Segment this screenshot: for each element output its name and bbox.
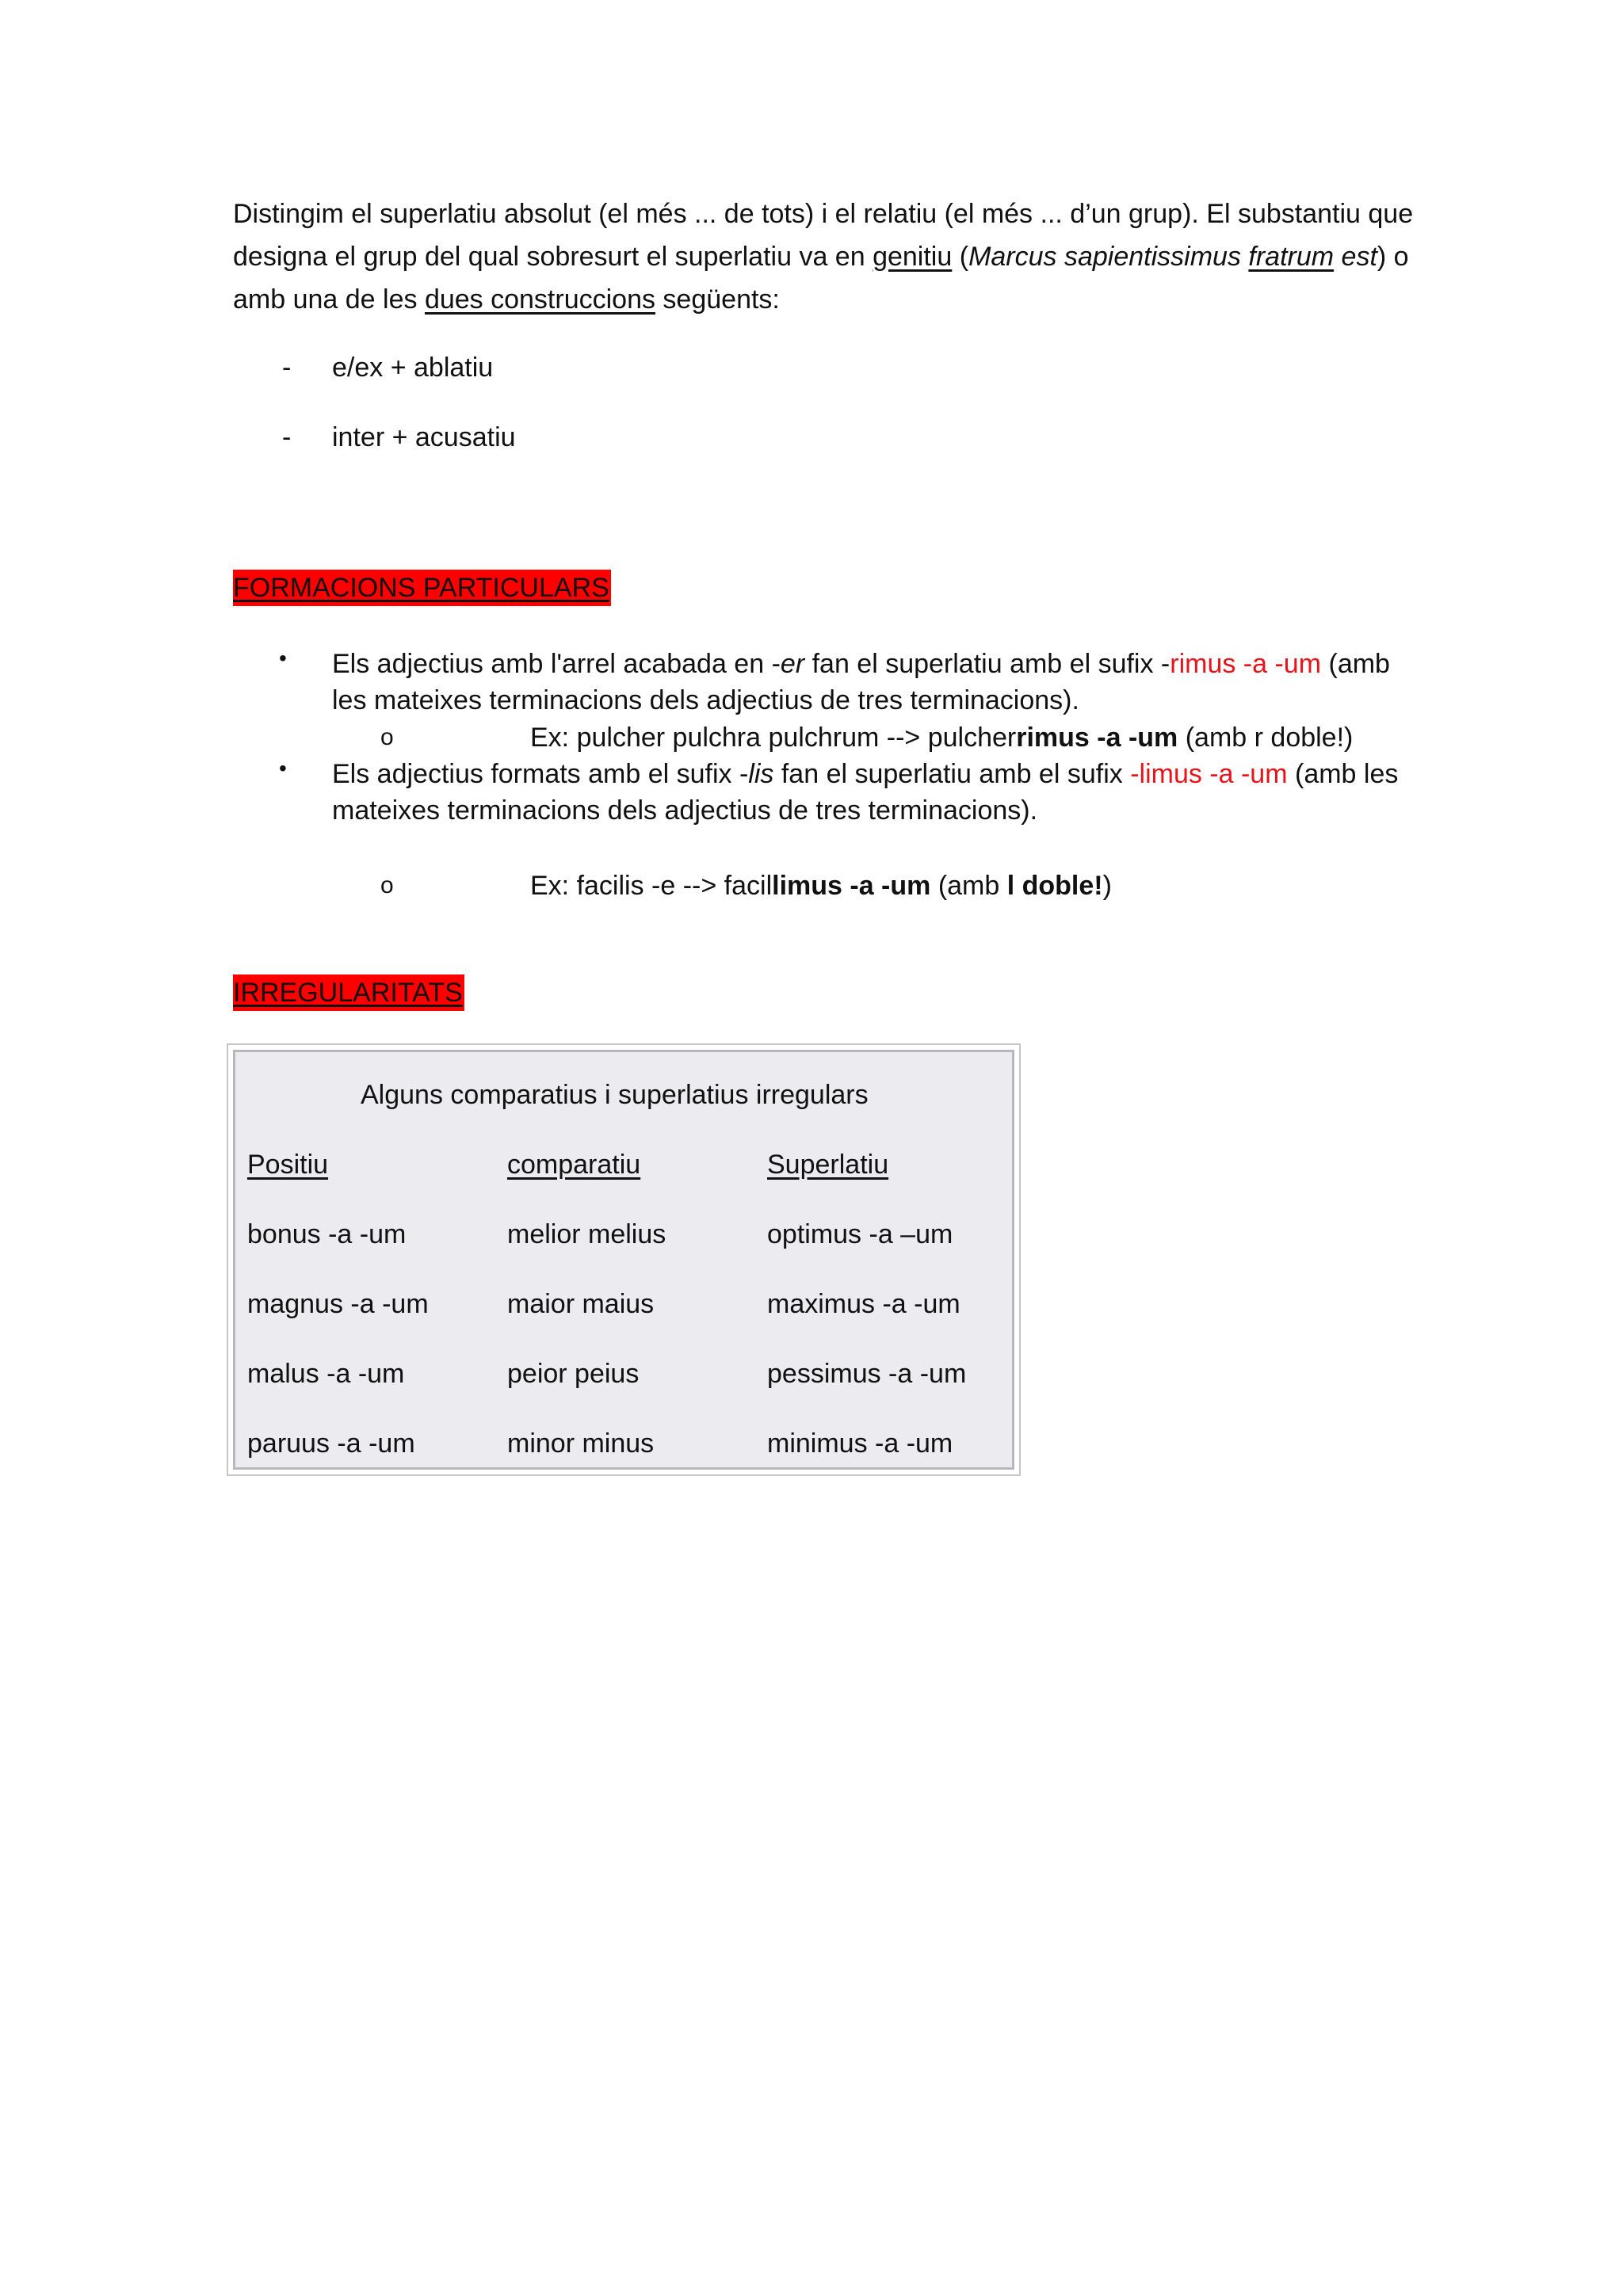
bullet2-text-a: Els adjectius formats amb el sufix - bbox=[332, 759, 749, 789]
list-item-text: inter + acusatiu bbox=[332, 422, 516, 452]
bullet2-text-c: (amb les mateixes terminacions dels adjectius de tres terminacions). bbox=[332, 759, 1399, 826]
intro-space-2 bbox=[1334, 242, 1341, 272]
example-text bbox=[530, 719, 1353, 756]
section-heading-particular: FORMACIONS PARTICULARS bbox=[233, 570, 611, 606]
table-cell: maior maius bbox=[507, 1289, 655, 1319]
column-header-superlatiu: Superlatiu bbox=[767, 1150, 889, 1180]
bullet-text bbox=[332, 756, 1410, 829]
sub2-bold: limus -a -um bbox=[772, 871, 931, 901]
intro-paragraph bbox=[233, 193, 1422, 321]
intro-text-4: següents: bbox=[655, 284, 780, 315]
circle-marker: o bbox=[380, 872, 394, 898]
genitiu-link: genitiu bbox=[873, 242, 953, 272]
bullet-marker: • bbox=[279, 756, 287, 780]
table-cell: melior melius bbox=[507, 1219, 666, 1249]
column-header-positiu: Positiu bbox=[247, 1150, 329, 1180]
sub2-bold-2: l doble! bbox=[1006, 871, 1103, 901]
sub2-text-d: ) bbox=[1102, 871, 1112, 901]
dash-marker: - bbox=[282, 353, 292, 383]
bullet-marker: • bbox=[279, 646, 287, 670]
irregular-table-box bbox=[227, 1043, 1021, 1476]
constructions-underlined: dues construccions bbox=[424, 284, 655, 315]
bullet1-text-b: fan el superlatiu amb el sufix - bbox=[804, 649, 1170, 679]
table-cell: malus -a -um bbox=[247, 1359, 405, 1389]
intro-text-3: ) o amb una de les bbox=[233, 242, 1409, 315]
dash-marker: - bbox=[282, 422, 292, 452]
sub1-text-a: Ex: pulcher pulchra pulchrum --> pulcher bbox=[530, 723, 1017, 753]
table-cell: maximus -a -um bbox=[767, 1289, 960, 1319]
list-item-text: e/ex + ablatiu bbox=[332, 353, 494, 383]
example-italic-3: est bbox=[1341, 242, 1377, 272]
intro-text-2: ( bbox=[952, 242, 969, 272]
circle-marker: o bbox=[380, 724, 394, 750]
table-title: Alguns comparatius i superlatius irregulars bbox=[361, 1080, 869, 1110]
bullet1-text-a: Els adjectius amb l'arrel acabada en - bbox=[332, 649, 781, 679]
table-cell: pessimus -a -um bbox=[767, 1359, 967, 1389]
example-italic-2: fratrum bbox=[1248, 242, 1335, 272]
table-cell: optimus -a –um bbox=[767, 1219, 953, 1249]
table-cell: peior peius bbox=[507, 1359, 640, 1389]
table-cell: paruus -a -um bbox=[247, 1428, 415, 1459]
sub1-text-c: (amb r doble!) bbox=[1178, 723, 1354, 753]
intro-space bbox=[1241, 242, 1248, 272]
suffix-rimus-red: rimus -a -um bbox=[1170, 649, 1322, 679]
table-cell: minor minus bbox=[507, 1428, 655, 1459]
bullet2-text-b: fan el superlatiu amb el sufix bbox=[773, 759, 1131, 789]
sub1-bold: rimus -a -um bbox=[1016, 723, 1178, 753]
suffix-limus-red: -limus -a -um bbox=[1130, 759, 1288, 789]
example-italic-1: Marcus sapientissimus bbox=[968, 242, 1241, 272]
irregular-table bbox=[233, 1050, 1014, 1470]
example-text bbox=[530, 868, 1112, 904]
intro-text-1: Distingim el superlatiu absolut (el més ... de tots) i el relatiu (el més ... d’un grup). El substantiu que designa el grup del qual sobresurt el superlatiu va en bbox=[233, 199, 1414, 272]
section-heading-irregular: IRREGULARITATS bbox=[233, 974, 464, 1011]
suffix-er-italic: er bbox=[780, 649, 805, 679]
sub2-text-a: Ex: facilis -e --> facil bbox=[530, 871, 773, 901]
table-cell: bonus -a -um bbox=[247, 1219, 407, 1249]
table-cell: magnus -a -um bbox=[247, 1289, 429, 1319]
bullet-text bbox=[332, 646, 1410, 719]
column-header-comparatiu: comparatiu bbox=[507, 1150, 641, 1180]
sub2-text-c: (amb bbox=[930, 871, 1007, 901]
table-cell: minimus -a -um bbox=[767, 1428, 953, 1459]
bullet1-text-c: (amb les mateixes terminacions dels adjectius de tres terminacions). bbox=[332, 649, 1390, 715]
suffix-lis-italic: lis bbox=[748, 759, 774, 789]
